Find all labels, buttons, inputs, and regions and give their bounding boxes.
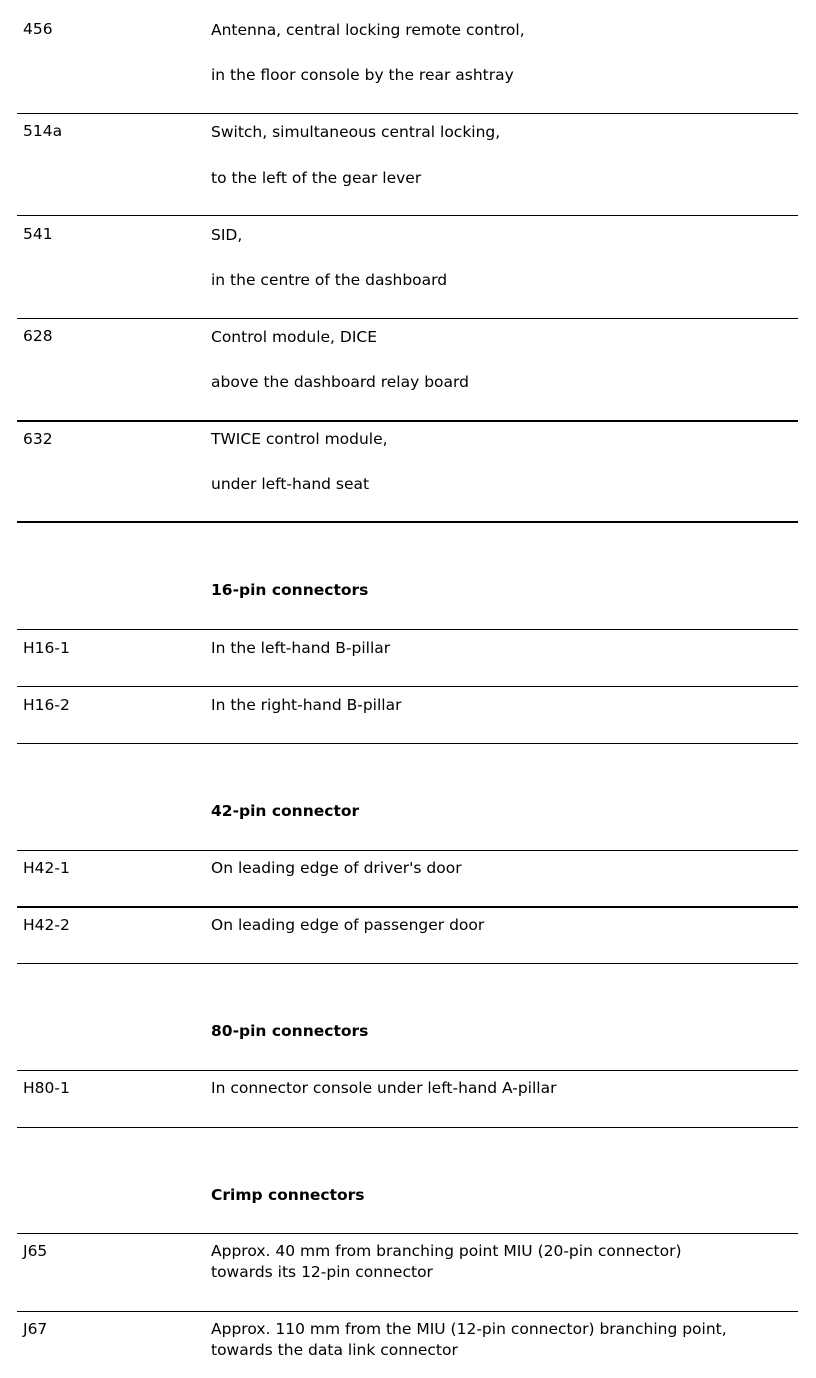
row-divider [17, 1233, 798, 1234]
row-divider [17, 686, 798, 687]
component-code: 456 [23, 20, 53, 38]
row-divider [17, 113, 798, 114]
row-divider [17, 1070, 798, 1071]
connector-location: In the right-hand B-pillar [211, 696, 402, 714]
component-location: in the floor console by the rear ashtray [211, 66, 514, 84]
component-name: Switch, simultaneous central locking, [211, 123, 501, 141]
connector-location: On leading edge of driver's door [211, 859, 462, 877]
component-location: above the dashboard relay board [211, 373, 469, 391]
section-heading: 16-pin connectors [211, 581, 369, 599]
component-name: Antenna, central locking remote control, [211, 21, 525, 39]
row-divider [17, 743, 798, 744]
row-divider [17, 521, 798, 523]
component-name: Control module, DICE [211, 328, 378, 346]
component-location: to the left of the gear lever [211, 169, 422, 187]
connector-code: H42-1 [23, 859, 70, 877]
connector-code: H16-1 [23, 639, 70, 657]
connector-code: J65 [23, 1242, 48, 1260]
row-divider [17, 1127, 798, 1128]
section-heading: Crimp connectors [211, 1186, 365, 1204]
connector-location-continued: towards the data link connector [211, 1341, 458, 1359]
component-code: 514a [23, 122, 63, 140]
connector-code: H42-2 [23, 916, 70, 934]
connector-location: On leading edge of passenger door [211, 916, 485, 934]
row-divider [17, 1311, 798, 1312]
component-code: 541 [23, 225, 53, 243]
row-divider [17, 215, 798, 216]
row-divider [17, 420, 798, 422]
connector-location: In connector console under left-hand A-pillar [211, 1079, 557, 1097]
component-code: 632 [23, 430, 53, 448]
row-divider [17, 963, 798, 964]
row-divider [17, 906, 798, 908]
row-divider [17, 629, 798, 630]
connector-code: H80-1 [23, 1079, 70, 1097]
row-divider [17, 318, 798, 319]
component-name: SID, [211, 226, 243, 244]
row-divider [17, 850, 798, 851]
component-code: 628 [23, 327, 53, 345]
component-location: in the centre of the dashboard [211, 271, 448, 289]
component-name: TWICE control module, [211, 430, 388, 448]
connector-code: J67 [23, 1320, 48, 1338]
connector-location: Approx. 110 mm from the MIU (12-pin connector) branching point, [211, 1320, 727, 1338]
connector-location-continued: towards its 12-pin connector [211, 1263, 433, 1281]
section-heading: 80-pin connectors [211, 1022, 369, 1040]
connector-code: H16-2 [23, 696, 70, 714]
section-heading: 42-pin connector [211, 802, 360, 820]
connector-location: Approx. 40 mm from branching point MIU (20-pin connector) [211, 1242, 682, 1260]
component-location: under left-hand seat [211, 475, 370, 493]
connector-location: In the left-hand B-pillar [211, 639, 391, 657]
